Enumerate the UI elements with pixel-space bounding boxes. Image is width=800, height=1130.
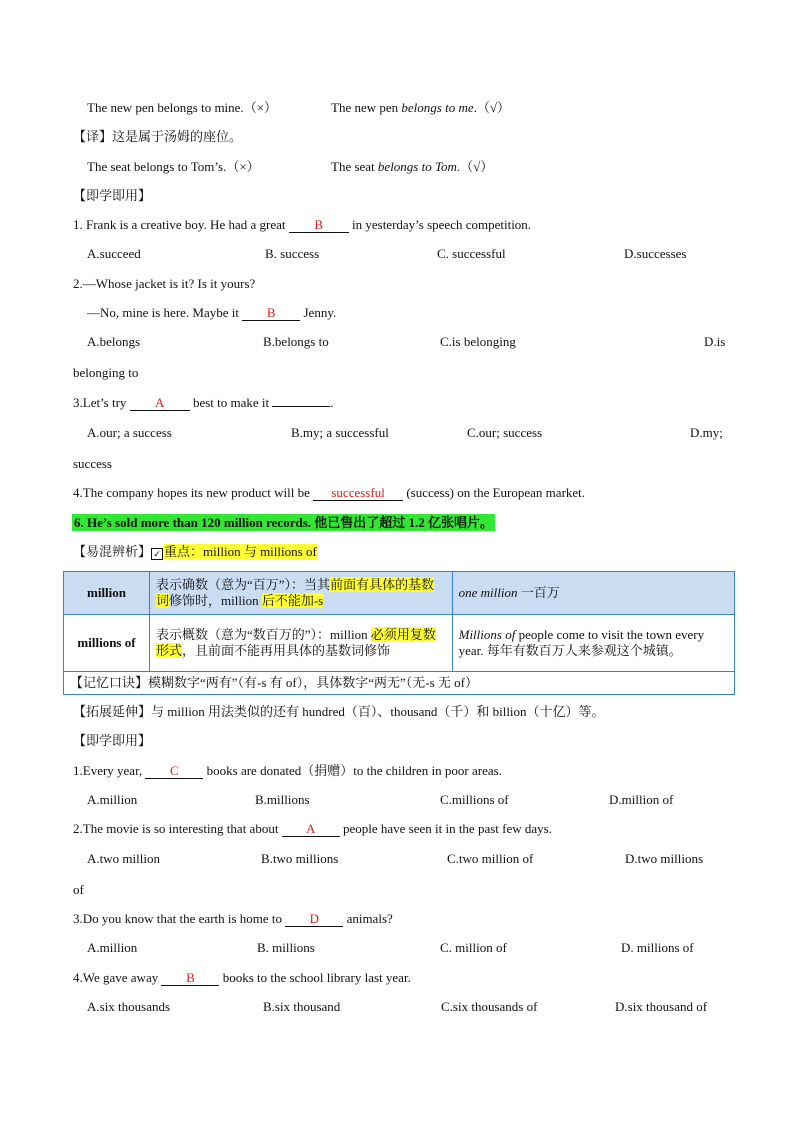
option-c[interactable]: C.millions of [440, 792, 509, 807]
question-text: in yesterday’s speech competition. [348, 217, 532, 232]
practice-heading-1: 【即学即用】 [73, 188, 152, 203]
option-d[interactable]: D. millions of [621, 940, 694, 955]
translation-line [73, 128, 242, 146]
question-text: 3.Do you know that the earth is home to [73, 911, 286, 926]
translate-label: 【译】 [73, 129, 113, 144]
table-row [64, 615, 735, 672]
desc-text: 表示概数（意为“数百万的”）：million [156, 627, 371, 642]
option-b[interactable]: B.six thousand [263, 999, 341, 1014]
example-wrong-2-text: The seat belongs to Tom’s. [87, 159, 227, 174]
answer-blank[interactable]: D [285, 911, 343, 927]
question-text: (success) on the European market. [403, 485, 586, 500]
option-a[interactable]: A.our; a success [87, 425, 172, 440]
option-d[interactable]: D.million of [609, 792, 674, 807]
question-text: Jenny. [300, 305, 337, 320]
example-wrong-1-text: The new pen belongs to mine. [87, 100, 244, 115]
desc-text: ，且前面不能再用具体的基数词修饰 [182, 643, 391, 658]
example-right-2 [331, 158, 493, 176]
option-a[interactable]: A.belongs [87, 334, 141, 349]
option-c[interactable]: C. million of [440, 940, 507, 955]
question-text: 1.Every year, [73, 763, 146, 778]
question-2-1 [73, 762, 502, 780]
question-2-2 [73, 820, 552, 838]
option-d[interactable]: D.two millions [625, 851, 704, 866]
answer-blank[interactable]: successful [313, 485, 403, 501]
question-text: 4.The company hopes its new product will be [73, 485, 314, 500]
answer-blank[interactable]: C [145, 763, 203, 779]
option-a[interactable]: A.two million [87, 851, 160, 866]
table-row [64, 572, 735, 615]
option-c[interactable]: C.our; success [467, 425, 543, 440]
option-b[interactable]: B.millions [255, 792, 310, 807]
example-text: people come to visit the town every year. 每年有数百万人来参观这个城镇。 [458, 627, 705, 658]
answer-blank[interactable]: A [282, 821, 340, 837]
desc-cell [150, 615, 453, 672]
question-text: 1. Frank is a creative boy. He had a great [73, 217, 289, 232]
wrong-mark: （×） [243, 100, 278, 115]
question-1-1 [73, 216, 531, 234]
option-b[interactable]: B.two millions [261, 851, 339, 866]
point-6-heading [72, 514, 495, 532]
desc-text: 表示确数（意为“百万”）：当其 [156, 577, 331, 592]
question-text: . [330, 395, 334, 410]
question-text: people have seen it in the past few days. [339, 821, 552, 836]
question-text: books are donated（捐赠）to the children in poor areas. [203, 763, 502, 778]
question-1-2-line2 [87, 304, 336, 322]
option-b[interactable]: B. success [265, 246, 320, 261]
option-d-wrap: success [73, 456, 112, 471]
example-italic: Millions of [458, 627, 516, 642]
option-d-wrap: of [73, 882, 84, 897]
option-a[interactable]: A.six thousands [87, 999, 171, 1014]
question-text: —No, mine is here. Maybe it [87, 305, 243, 320]
example-right-1-text: The new pen [331, 100, 402, 115]
desc-highlight: 前面有具体的基数词 [156, 577, 435, 608]
question-text: books to the school library last year. [219, 970, 411, 985]
example-text: 一百万 [517, 585, 560, 600]
point-6-text: 6. He’s sold more than 120 million records. 他已售出了超过 1.2 亿张唱片。 [74, 515, 494, 530]
example-right-2-text: The seat [331, 159, 378, 174]
example-wrong-2 [87, 158, 260, 176]
memory-cell: 【记忆口诀】模糊数字“两有”（有-s 有 of），具体数字“两无”（无-s 无 of） [64, 672, 735, 695]
translate-text: 这是属于汤姆的座位。 [112, 129, 243, 144]
empty-blank[interactable] [272, 406, 330, 407]
question-2-4 [73, 969, 411, 987]
option-b[interactable]: B.my; a successful [291, 425, 389, 440]
wrong-mark: （×） [226, 159, 260, 174]
desc-cell [150, 572, 453, 615]
question-text: best to make it [189, 395, 273, 410]
question-text: animals? [343, 911, 393, 926]
right-mark: .（√） [456, 159, 494, 174]
term-cell: millions of [64, 615, 150, 672]
answer-blank[interactable]: A [130, 395, 190, 411]
option-c[interactable]: C.is belonging [440, 334, 516, 349]
desc-highlight: 必须用复数形式 [156, 627, 436, 658]
desc-text: 修饰时，million [169, 593, 262, 608]
question-1-2: 2.—Whose jacket is it? Is it yours? [73, 276, 256, 291]
answer-blank[interactable]: B [289, 217, 349, 233]
option-c[interactable]: C. successful [437, 246, 506, 261]
confuse-label: 【易混辨析】 [73, 544, 152, 559]
option-b[interactable]: B. millions [257, 940, 315, 955]
example-cell [452, 572, 734, 615]
option-a[interactable]: A.succeed [87, 246, 141, 261]
option-b[interactable]: B.belongs to [263, 334, 329, 349]
option-d[interactable]: D.six thousand of [615, 999, 708, 1014]
practice-heading-2: 【即学即用】 [73, 733, 152, 748]
question-text: 2.The movie is so interesting that about [73, 821, 282, 836]
question-text: 4.We gave away [73, 970, 162, 985]
example-right-1-italic: belongs to me [401, 100, 474, 115]
comparison-table [63, 571, 735, 695]
option-d-wrap: belonging to [73, 365, 139, 380]
confuse-heading [73, 543, 317, 561]
right-mark: .（√） [473, 100, 510, 115]
option-a[interactable]: A.million [87, 792, 138, 807]
option-d[interactable]: D.successes [624, 246, 687, 261]
example-right-2-italic: belongs to Tom [377, 159, 457, 174]
table-row [64, 672, 735, 695]
option-c[interactable]: C.two million of [447, 851, 534, 866]
question-1-3 [73, 394, 334, 412]
question-text: 3.Let’s try [73, 395, 130, 410]
checkbox-icon: ✓ [151, 548, 163, 560]
option-d[interactable]: D.is [704, 334, 726, 349]
term-cell: million [64, 572, 150, 615]
option-d[interactable]: D.my; [690, 425, 723, 440]
answer-blank[interactable]: B [161, 970, 219, 986]
option-c[interactable]: C.six thousands of [441, 999, 538, 1014]
desc-highlight: 后不能加-s [261, 593, 324, 608]
focus-text: 重点：million 与 millions of [164, 544, 317, 559]
example-wrong-1 [87, 99, 277, 117]
answer-blank[interactable]: B [242, 305, 300, 321]
example-italic: one million [458, 585, 518, 600]
example-right-1 [331, 99, 510, 117]
option-a[interactable]: A.million [87, 940, 138, 955]
extend-line: 【拓展延伸】与 million 用法类似的还有 hundred（百）、thousand（千）和 billion（十亿）等。 [73, 704, 605, 719]
question-2-3 [73, 910, 393, 928]
question-1-4 [73, 484, 585, 502]
example-cell [452, 615, 734, 672]
